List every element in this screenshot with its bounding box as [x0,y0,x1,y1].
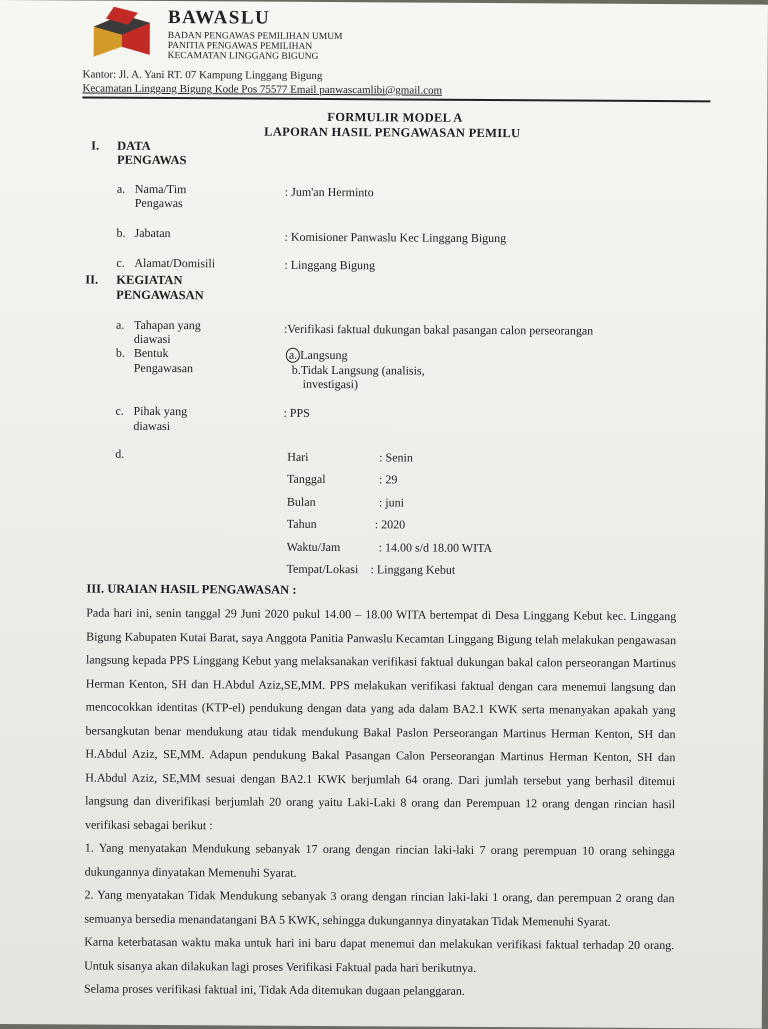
section-1-heading: DATA [117,138,151,153]
option-tidak-langsung-2: investigasi) [302,376,359,392]
pihak-value: : PPS [283,405,310,420]
report-paragraph-2: Karna keterbatasan waktu maka untuk hari ini baru dapat menemui dan melakukan verifikasi faktual terhadap 20 orang. Untuk sisanya akan dilakukan lagi proses Verifikasi Faktual pada hari berikutnya. [84,934,675,975]
section-2-heading-2: PENGAWASAN [116,287,204,303]
report-body [84,602,676,1005]
tempat-value: : Linggang Kebut [370,562,456,577]
tanggal-label: Tanggal [287,471,326,486]
alamat-value: : Linggang Bigung [284,257,376,273]
item-c-letter: c. [116,255,125,270]
waktu-letter: d. [115,446,125,461]
address-line-2: Kecamatan Linggang Bigung Kode Pos 75577 Email panwascamlibi@gmail.com [82,82,443,97]
pihak-label-2: diawasi [133,418,171,434]
nama-label: Nama/Tim [134,181,187,197]
pihak-letter: c. [115,403,124,418]
bentuk-label: Bentuk [133,345,169,361]
waktu-value: : 14.00 s/d 18.00 WITA [378,540,493,556]
selected-option-circle: a. [286,348,300,363]
hari-value: : Senin [379,450,413,465]
report-paragraph-1: Pada hari ini, senin tanggal 29 Juni 2020 pukul 14.00 – 18.00 WITA bertempat di Desa Linggang Kebut kec. Linggang Bigung Kabupaten Kutai Barat, saya Anggota Panitia Panwaslu Kecamtan Linggang Bigung telah melakukan pengawasan langsung kepada PPS Linggang Kebut yang melaksanakan verifikasi faktual dukungan bakal calon perseorangan Martinus Herman Kenton, SH dan H.Abdul Aziz,SE,MM. PPS melakukan verifikasi faktual dengan cara menemui langsung dan mencocokkan identitas (KTP-el) pendukung dengan data yang ada dalam BA2.1 KWK serta menanyakan apakah yang bersangkutan benar mendukung atau tidak mendukung Bakal Paslon Perseorangan Martinus Herman Kenton, SH dan H.Abdul Aziz, SE,MM. Adapun pendukung Bakal Pasangan Calon Perseorangan Martinus Herman Kenton, SH dan H.Abdul Aziz, SE,MM sesuai dengan BA2.1 KWK berjumlah 64 orang. Dari jumlah tersebut yang berhasil ditemui langsung dan diverifikasi berjumlah 20 orang yaitu Laki-Laki 8 orang dan Perempuan 12 orang dengan rincian hasil verifikasi sebagai berikut : [84,605,677,832]
jabatan-label: Jabatan [134,225,171,241]
org-line-2: PANITIA PENGAWAS PEMILIHAN [167,41,313,52]
option-tidak-langsung: b.Tidak Langsung (analisis, [291,362,425,378]
report-point-1: 1. Yang menyatakan Mendukung sebanyak 17 orang dengan rincian laki-laki 7 orang perempuan 10 orang sehingga dukungannya dinyatakan Memenuhi Syarat. [84,840,675,880]
bentuk-label-2: Pengawasan [133,360,194,376]
waktu-label: Waktu/Jam [286,539,341,555]
org-line-1: BADAN PENGAWAS PEMILIHAN UMUM [167,31,343,43]
org-logo-text: BAWASLU [167,7,271,29]
nama-value: : Jum'an Herminto [284,184,374,200]
tahapan-label: Tahapan yang [133,317,201,333]
bentuk-letter: b. [115,345,125,360]
tanggal-value: : 29 [379,472,398,487]
item-b-letter: b. [116,225,126,240]
section-2-number: II. [85,272,99,287]
option-langsung-selected [286,348,348,363]
hari-label: Hari [287,449,309,464]
section-1-number: I. [91,138,100,153]
tahapan-label-2: diawasi [133,331,171,347]
bawaslu-logo-icon [92,5,164,61]
bulan-value: : juni [378,495,404,510]
tahun-value: : 2020 [374,517,406,532]
section-2-heading: KEGIATAN [116,272,183,288]
tempat-label: Tempat/Lokasi [286,561,359,577]
jabatan-value: : Komisioner Panwaslu Kec Linggang Bigung [284,229,507,246]
header-divider [82,97,710,103]
nama-label-2: Pengawas [134,195,183,211]
tahapan-value: :Verifikasi faktual dukungan bakal pasangan calon perseorangan [283,321,594,338]
tahapan-letter: a. [115,317,125,332]
report-title: LAPORAN HASIL PENGAWASAN PEMILU [264,124,521,141]
form-title: FORMULIR MODEL A [327,110,463,125]
org-line-3: KECAMATAN LINGGANG BIGUNG [167,51,319,62]
alamat-label: Alamat/Domisili [134,255,216,271]
report-point-2: 2. Yang menyatakan Tidak Mendukung sebanyak 3 orang dengan rincian laki-laki 1 orang, dan perempuan 2 orang dan semuanya bersedia menandatangani BA 5 KWK, sehingga dukungannya dinyatakan Tidak Memenuhi Syarat. [84,887,675,929]
address-line-1: Kantor: Jl. A. Yani RT. 07 Kampung Linggang Bigung [82,68,323,82]
pihak-label: Pihak yang [133,403,188,419]
report-paragraph-3: Selama proses verifikasi faktual ini, Tidak Ada ditemukan dugaan pelanggaran. [83,981,465,998]
section-3-heading: III. URAIAN HASIL PENGAWASAN : [86,581,297,597]
bulan-label: Bulan [286,494,316,509]
tahun-label: Tahun [286,516,317,531]
section-1-heading-2: PENGAWAS [116,152,187,168]
item-a-letter: a. [116,181,126,196]
option-langsung-label: Langsung [300,347,348,363]
